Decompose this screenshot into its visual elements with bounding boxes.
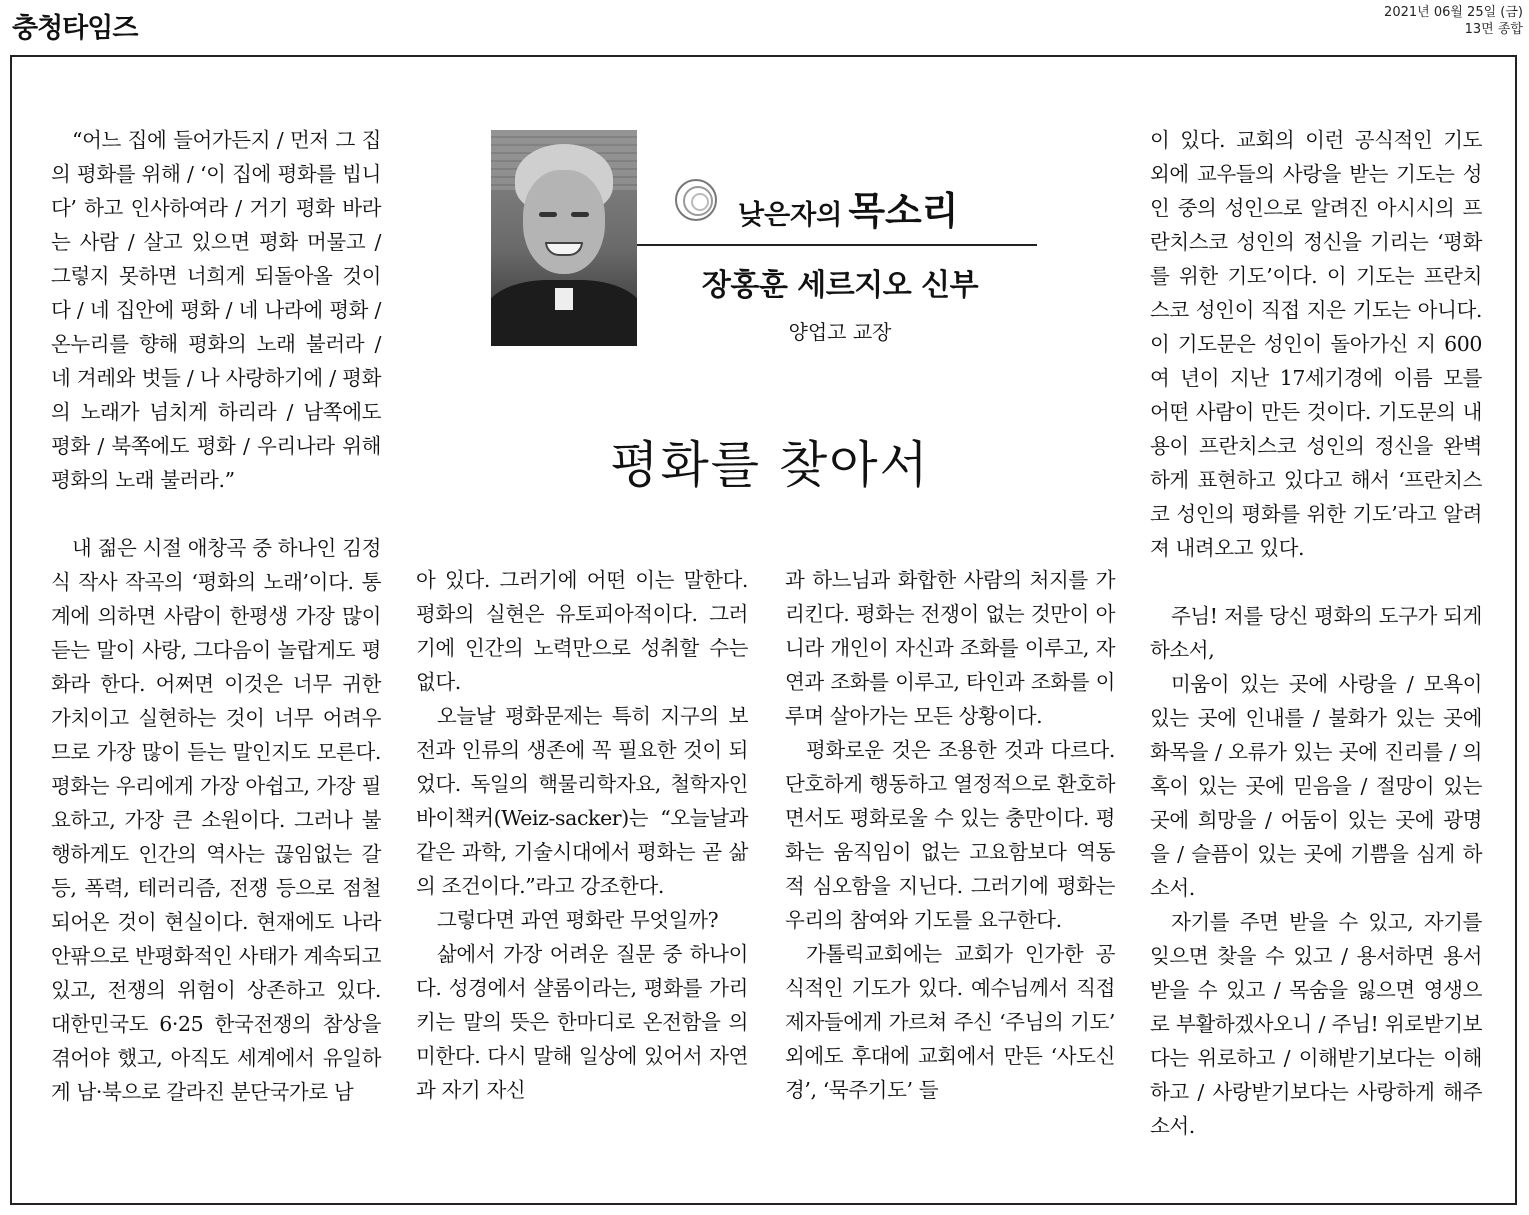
author-name: 장홍훈 세르지오 신부 (701, 268, 979, 303)
body-paragraph: 내 젊은 시절 애창곡 중 하나인 김정식 작사 작곡의 ‘평화의 노래’이다. 통계에 의하면 사람이 한평생 가장 많이 듣는 말이 사랑, 그다음이 놀랍게도 평화라 한다. 어쩌면 이것은 너무 귀한 가치이고 실현하는 것이 너무 어려우므로 가장 많이 듣는 말인지도 모른다. 평화는 우리에게 가장 아쉽고, 가장 필요하고, 가장 큰 소원이다. 그러나 불행하게도 인간의 역사는 끊임없는 갈등, 폭력, 테러리즘, 전쟁 등으로 점철되어온 것이 현실이다. 현재에도 나라 안팎으로 반평화적인 사태가 계속되고 있고, 전쟁의 위험이 상존하고 있다. 대한민국도 6·25 한국전쟁의 참상을 겪어야 했고, 아직도 세계에서 유일하게 남·북으로 갈라진 분단국가로 남 (51, 536, 381, 1104)
article-column-1 (51, 123, 381, 1109)
masthead: 충청타임즈 (12, 13, 138, 44)
body-paragraph: 아 있다. 그러기에 어떤 이는 말한다. 평화의 실현은 유토피아적이다. 그러기에 인간의 노력만으로 성취할 수는 없다. (416, 568, 748, 694)
body-paragraph: 이 있다. 교회의 이런 공식적인 기도 외에 교우들의 사랑을 받는 기도는 성인 중의 성인으로 알려진 아시시의 프란치스코 성인의 정신을 기리는 ‘평화를 위한 기도’이다. 이 기도는 프란치스코 성인이 직접 지은 기도는 아니다. 이 기도문은 성인이 돌아가신 지 600여 년이 지난 17세기경에 이름 모를 어떤 사람이 만든 것이다. 기도문의 내용이 프란치스코 성인의 정신을 완벽하게 표현하고 있다고 해서 ‘프란치스코 성인의 평화를 위한 기도’라고 알려져 내려오고 있다. (1150, 128, 1482, 560)
page-section: 13면 종합 (1464, 22, 1523, 37)
spiral-logo-icon (672, 178, 732, 222)
prayer-paragraph: 주님! 저를 당신 평화의 도구가 되게 하소서, (1150, 604, 1482, 662)
body-paragraph: 과 하느님과 화합한 사람의 처지를 가리킨다. 평화는 전쟁이 없는 것만이 아니라 개인이 자신과 조화를 이루고, 자연과 조화를 이루고, 타인과 조화를 이루며 살아가는 모든 상황이다. (785, 568, 1115, 728)
body-paragraph: 가톨릭교회에는 교회가 인가한 공식적인 기도가 있다. 예수님께서 직접 제자들에게 가르쳐 주신 ‘주님의 기도’ 외에도 후대에 교회에서 만든 ‘사도신경’, ‘묵주기도’ 들 (785, 942, 1115, 1102)
author-affiliation: 양업고 교장 (788, 320, 892, 344)
headline: 평화를 찾아서 (610, 436, 930, 494)
column-name-big: 목소리 (848, 188, 959, 233)
article-column-3 (785, 563, 1115, 1107)
dateline (1384, 4, 1523, 38)
issue-date: 2021년 06월 25일 (금) (1384, 5, 1523, 20)
body-paragraph: 오늘날 평화문제는 특히 지구의 보전과 인류의 생존에 꼭 필요한 것이 되었다. 독일의 핵물리학자요, 철학자인 바이책커(Weiz-sacker)는 “오늘날과 같은 과학, 기술시대에서 평화는 곧 삶의 조건이다.”라고 강조한다. (416, 704, 748, 898)
article-column-4 (1150, 123, 1482, 1143)
author-photo (491, 130, 637, 346)
column-name (738, 180, 958, 235)
quote-paragraph: “어느 집에 들어가든지 / 먼저 그 집의 평화를 위해 / ‘이 집에 평화를 빕니다’ 하고 인사하여라 / 거기 평화 바라는 사람 / 살고 있으면 평화 머물고 / 그렇지 못하면 너희게 되돌아올 것이다 / 네 집안에 평화 / 네 나라에 평화 / 온누리를 향해 평화의 노래 불러라 / 네 겨레와 벗들 / 나 사랑하기에 / 평화의 노래가 넘치게 하리라 / 남쪽에도 평화 / 북쪽에도 평화 / 우리나라 위해 평화의 노래 불러라.” (51, 128, 381, 492)
column-name-small: 낮은자의 (738, 200, 843, 231)
body-paragraph: 평화로운 것은 조용한 것과 다르다. 단호하게 행동하고 열정적으로 환호하면서도 평화로울 수 있는 충만이다. 평화는 움직임이 없는 고요함보다 역동적 심오함을 지닌다. 그러기에 평화는 우리의 참여와 기도를 요구한다. (785, 738, 1115, 932)
body-paragraph: 그렇다면 과연 평화란 무엇일까? (437, 908, 719, 932)
article-column-2 (416, 563, 748, 1107)
body-paragraph: 삶에서 가장 어려운 질문 중 하나이다. 성경에서 샬롬이라는, 평화를 가리키는 말의 뜻은 한마디로 온전함을 의미한다. 다시 말해 일상에 있어서 자연과 자기 자신 (416, 942, 748, 1102)
title-rule (637, 244, 1037, 246)
prayer-paragraph: 미움이 있는 곳에 사랑을 / 모욕이 있는 곳에 인내를 / 불화가 있는 곳에 화목을 / 오류가 있는 곳에 진리를 / 의혹이 있는 곳에 믿음을 / 절망이 있는 곳에 희망을 / 어둠이 있는 곳에 광명을 / 슬픔이 있는 곳에 기쁨을 심게 하소서. (1150, 672, 1482, 900)
prayer-paragraph: 자기를 주면 받을 수 있고, 자기를 잊으면 찾을 수 있고 / 용서하면 용서받을 수 있고 / 목숨을 잃으면 영생으로 부활하겠사오니 / 주님! 위로받기보다는 위로하고 / 이해받기보다는 이해하고 / 사랑받기보다는 사랑하게 해주소서. (1150, 910, 1482, 1138)
